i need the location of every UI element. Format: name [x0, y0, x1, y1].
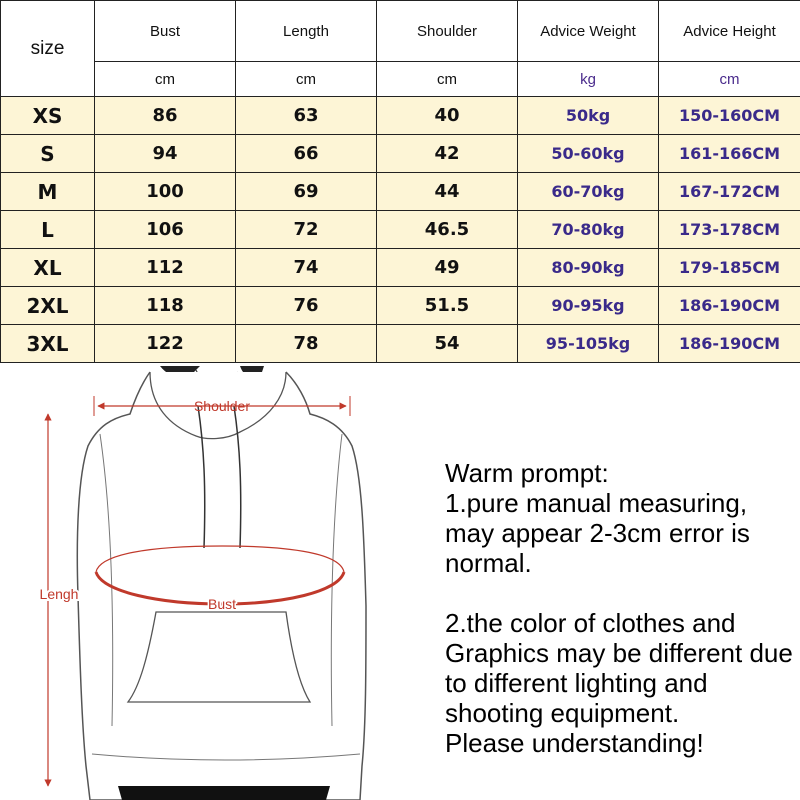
pants-shape — [118, 786, 330, 800]
table-row — [1, 135, 800, 173]
length-unit: cm — [236, 62, 377, 97]
bust-label: Bust — [207, 596, 237, 612]
header-name-row — [1, 1, 800, 62]
shoulder-header: Shoulder — [377, 1, 518, 62]
bust-cell: 106 — [95, 211, 236, 249]
prompt-point-2: 2.the color of clothes and Graphics may be different due to different lighting and shooting equipment. — [445, 608, 793, 728]
warm-prompt-note — [445, 458, 800, 758]
bust-cell: 122 — [95, 325, 236, 363]
advice-weight-unit: kg — [518, 62, 659, 97]
length-cell: 74 — [236, 249, 377, 287]
shoulder-unit: cm — [377, 62, 518, 97]
height-cell: 173-178CM — [659, 211, 800, 249]
length-cell: 76 — [236, 287, 377, 325]
shoulder-cell: 51.5 — [377, 287, 518, 325]
height-cell: 179-185CM — [659, 249, 800, 287]
advice-weight-header: Advice Weight — [518, 1, 659, 62]
header-unit-row — [1, 62, 800, 97]
height-cell: 167-172CM — [659, 173, 800, 211]
length-header: Length — [236, 1, 377, 62]
shoulder-cell: 46.5 — [377, 211, 518, 249]
shoulder-cell: 42 — [377, 135, 518, 173]
bust-unit: cm — [95, 62, 236, 97]
weight-cell: 95-105kg — [518, 325, 659, 363]
table-row — [1, 287, 800, 325]
size-chart-table — [0, 0, 800, 363]
weight-cell: 70-80kg — [518, 211, 659, 249]
advice-height-header: Advice Height — [659, 1, 800, 62]
table-row — [1, 173, 800, 211]
prompt-title: Warm prompt: — [445, 458, 609, 488]
weight-cell: 50-60kg — [518, 135, 659, 173]
table-row — [1, 97, 800, 135]
height-cell: 161-166CM — [659, 135, 800, 173]
bust-cell: 112 — [95, 249, 236, 287]
shoulder-cell: 49 — [377, 249, 518, 287]
height-cell: 186-190CM — [659, 325, 800, 363]
size-cell: 3XL — [1, 325, 95, 363]
size-cell: XL — [1, 249, 95, 287]
size-cell: M — [1, 173, 95, 211]
weight-cell: 90-95kg — [518, 287, 659, 325]
size-cell: XS — [1, 97, 95, 135]
bust-cell: 100 — [95, 173, 236, 211]
shoulder-cell: 54 — [377, 325, 518, 363]
table-row — [1, 211, 800, 249]
bust-cell: 118 — [95, 287, 236, 325]
height-cell: 186-190CM — [659, 287, 800, 325]
weight-cell: 50kg — [518, 97, 659, 135]
length-label: Lengh — [39, 586, 79, 602]
weight-cell: 80-90kg — [518, 249, 659, 287]
table-row — [1, 325, 800, 363]
hoodie-body — [77, 372, 366, 800]
length-cell: 66 — [236, 135, 377, 173]
size-cell: S — [1, 135, 95, 173]
weight-cell: 60-70kg — [518, 173, 659, 211]
hoodie-measurement-figure — [0, 366, 420, 800]
shoulder-label: Shoulder — [193, 398, 251, 414]
prompt-closing: Please understanding! — [445, 728, 704, 758]
size-cell: L — [1, 211, 95, 249]
length-cell: 78 — [236, 325, 377, 363]
prompt-spacer — [445, 578, 800, 608]
length-cell: 72 — [236, 211, 377, 249]
bust-cell: 94 — [95, 135, 236, 173]
shoulder-cell: 40 — [377, 97, 518, 135]
size-cell: 2XL — [1, 287, 95, 325]
advice-height-unit: cm — [659, 62, 800, 97]
prompt-point-1: 1.pure manual measuring, may appear 2-3cm error is normal. — [445, 488, 750, 578]
shoulder-cell: 44 — [377, 173, 518, 211]
height-cell: 150-160CM — [659, 97, 800, 135]
length-cell: 69 — [236, 173, 377, 211]
size-header: size — [1, 1, 95, 97]
bust-header: Bust — [95, 1, 236, 62]
bust-cell: 86 — [95, 97, 236, 135]
length-cell: 63 — [236, 97, 377, 135]
table-row — [1, 249, 800, 287]
